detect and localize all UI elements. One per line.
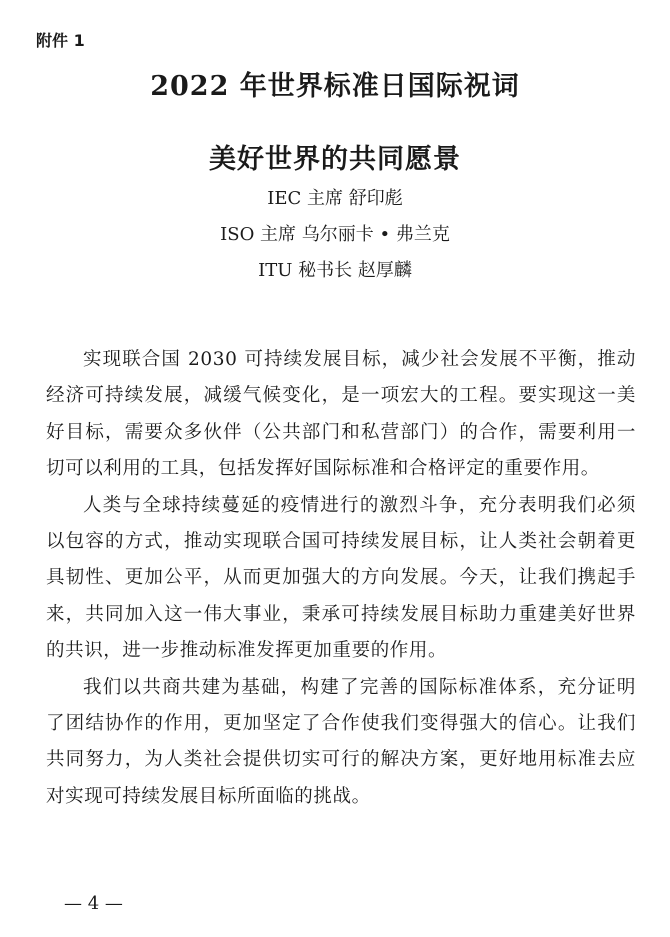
signer-itu: ITU 秘书长 赵厚麟: [258, 260, 412, 281]
body-text: [46, 342, 636, 815]
attachment-label: 附件 1: [36, 31, 85, 50]
page-number: — 4 —: [64, 893, 123, 914]
signer-iso: ISO 主席 乌尔丽卡 • 弗兰克: [220, 224, 450, 245]
paragraph-3: 我们以共商共建为基础，构建了完善的国际标准体系，充分证明了团结协作的作用，更加坚定了合作使我们变得强大的信心。让我们共同努力，为人类社会提供切实可行的解决方案，更好地用标准去应对实现可持续发展目标所面临的挑战。: [46, 676, 636, 807]
paragraph-2: 人类与全球持续蔓延的疫情进行的激烈斗争，充分表明我们必须以包容的方式，推动实现联合国可持续发展目标，让人类社会朝着更具韧性、更加公平，从而更加强大的方向发展。今天，让我们携起手来，共同加入这一伟大事业，秉承可持续发展目标助力重建美好世界的共识，进一步推动标准发挥更加重要的作用。: [46, 494, 636, 662]
signers-block: [0, 181, 670, 289]
signer-iec: IEC 主席 舒印彪: [267, 188, 403, 209]
document-subtitle: 美好世界的共同愿景: [209, 144, 461, 175]
document-title: 2022 年世界标准日国际祝词: [150, 71, 520, 102]
paragraph-1: 实现联合国 2030 可持续发展目标，减少社会发展不平衡，推动经济可持续发展，减缓气候变化，是一项宏大的工程。要实现这一美好目标，需要众多伙伴（公共部门和私营部门）的合作，需要利用一切可以利用的工具，包括发挥好国际标准和合格评定的重要作用。: [46, 349, 636, 480]
